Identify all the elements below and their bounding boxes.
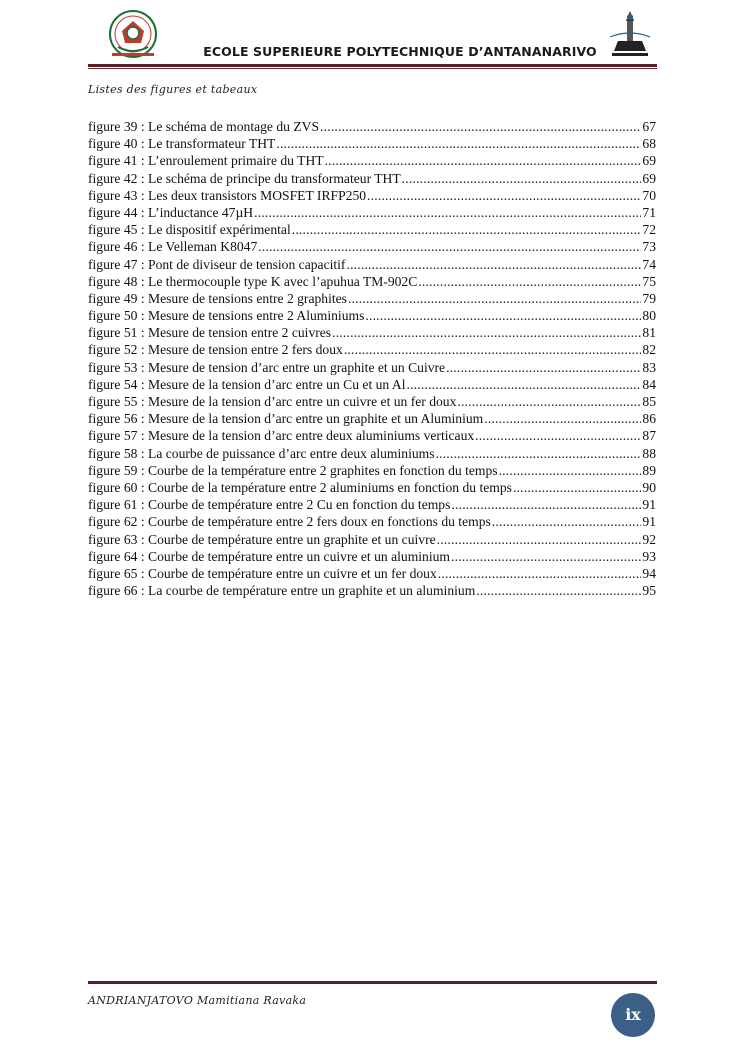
toc-entry-label: figure 40 : Le transformateur THT bbox=[88, 136, 276, 152]
toc-leader-dots bbox=[325, 152, 642, 169]
page-number-badge: ix bbox=[611, 993, 655, 1037]
toc-entry-page: 93 bbox=[642, 548, 656, 564]
page-header bbox=[0, 0, 745, 72]
toc-entry-page: 87 bbox=[642, 428, 656, 444]
toc-entry-page: 69 bbox=[642, 153, 656, 169]
toc-entry-page: 74 bbox=[642, 256, 656, 272]
toc-entry-page: 92 bbox=[642, 531, 656, 547]
toc-leader-dots bbox=[332, 324, 641, 341]
toc-leader-dots bbox=[476, 582, 641, 599]
toc-leader-dots bbox=[513, 479, 641, 496]
toc-entry-label: figure 39 : Le schéma de montage du ZVS bbox=[88, 119, 320, 134]
toc-entry-label: figure 57 : Mesure de la tension d’arc entre deux aluminiums verticaux bbox=[88, 428, 475, 444]
toc-entry-page: 79 bbox=[642, 290, 656, 306]
toc-entry[interactable] bbox=[88, 238, 656, 255]
header-rule-thin bbox=[88, 68, 657, 69]
toc-entry-label: figure 64 : Courbe de température entre un cuivre et un aluminium bbox=[88, 548, 450, 564]
toc-entry[interactable] bbox=[88, 445, 656, 462]
toc-leader-dots bbox=[484, 410, 641, 427]
toc-entry[interactable] bbox=[88, 118, 656, 135]
toc-entry-page: 81 bbox=[642, 325, 656, 341]
toc-entry-label: figure 49 : Mesure de tensions entre 2 graphites bbox=[88, 290, 347, 306]
department-emblem-icon bbox=[604, 7, 656, 61]
toc-leader-dots bbox=[499, 462, 642, 479]
toc-entry-page: 89 bbox=[642, 462, 656, 478]
toc-entry-page: 70 bbox=[642, 187, 656, 203]
toc-entry[interactable] bbox=[88, 479, 656, 496]
toc-entry-label: figure 56 : Mesure de la tension d’arc entre un graphite et un Aluminium bbox=[88, 411, 484, 427]
toc-leader-dots bbox=[436, 445, 642, 462]
toc-entry-label: figure 65 : Courbe de température entre un cuivre et un fer doux bbox=[88, 565, 437, 581]
list-of-figures bbox=[88, 118, 656, 599]
toc-entry[interactable] bbox=[88, 307, 656, 324]
toc-entry-page: 75 bbox=[642, 273, 656, 289]
toc-entry[interactable] bbox=[88, 341, 656, 358]
toc-entry-label: figure 66 : La courbe de température entre un graphite et un aluminium bbox=[88, 583, 476, 599]
toc-leader-dots bbox=[320, 118, 641, 135]
toc-entry-label: figure 55 : Mesure de la tension d’arc entre un cuivre et un fer doux bbox=[88, 394, 457, 409]
toc-entry-page: 83 bbox=[642, 359, 656, 375]
toc-entry-page: 69 bbox=[642, 170, 656, 186]
toc-entry[interactable] bbox=[88, 393, 656, 410]
toc-leader-dots bbox=[451, 548, 641, 565]
toc-entry-page: 82 bbox=[642, 342, 656, 358]
toc-entry[interactable] bbox=[88, 187, 656, 204]
toc-entry[interactable] bbox=[88, 548, 656, 565]
toc-leader-dots bbox=[254, 204, 641, 221]
toc-entry-page: 72 bbox=[642, 222, 656, 238]
toc-entry[interactable] bbox=[88, 427, 656, 444]
toc-entry[interactable] bbox=[88, 582, 656, 599]
toc-leader-dots bbox=[367, 187, 641, 204]
toc-entry-label: figure 53 : Mesure de tension d’arc entre un graphite et un Cuivre bbox=[88, 359, 446, 375]
toc-leader-dots bbox=[457, 393, 641, 410]
toc-entry[interactable] bbox=[88, 204, 656, 221]
toc-entry-label: figure 43 : Les deux transistors MOSFET IRFP250 bbox=[88, 187, 367, 203]
toc-entry[interactable] bbox=[88, 359, 656, 376]
toc-entry-label: figure 51 : Mesure de tension entre 2 cuivres bbox=[88, 325, 332, 341]
toc-leader-dots bbox=[406, 376, 641, 393]
toc-entry[interactable] bbox=[88, 170, 656, 187]
toc-entry[interactable] bbox=[88, 462, 656, 479]
toc-entry-label: figure 50 : Mesure de tensions entre 2 Aluminiums bbox=[88, 308, 365, 324]
toc-entry[interactable] bbox=[88, 290, 656, 307]
footer-rule bbox=[88, 981, 657, 984]
toc-leader-dots bbox=[402, 170, 642, 187]
toc-entry-page: 88 bbox=[642, 445, 656, 461]
toc-entry[interactable] bbox=[88, 376, 656, 393]
toc-entry-page: 95 bbox=[642, 583, 656, 599]
toc-entry-label: figure 58 : La courbe de puissance d’arc entre deux aluminiums bbox=[88, 445, 435, 461]
toc-leader-dots bbox=[365, 307, 641, 324]
toc-entry-label: figure 47 : Pont de diviseur de tension capacitif bbox=[88, 256, 346, 272]
section-label: Listes des figures et tabeaux bbox=[88, 83, 258, 96]
toc-entry[interactable] bbox=[88, 256, 656, 273]
toc-leader-dots bbox=[346, 256, 641, 273]
toc-leader-dots bbox=[292, 221, 642, 238]
toc-entry[interactable] bbox=[88, 324, 656, 341]
toc-entry[interactable] bbox=[88, 531, 656, 548]
toc-entry-label: figure 54 : Mesure de la tension d’arc entre un Cu et un Al bbox=[88, 376, 406, 392]
toc-entry-page: 67 bbox=[642, 119, 656, 134]
toc-entry[interactable] bbox=[88, 496, 656, 513]
toc-entry[interactable] bbox=[88, 152, 656, 169]
toc-leader-dots bbox=[492, 513, 642, 530]
toc-entry-label: figure 60 : Courbe de la température entre 2 aluminiums en fonction du temps bbox=[88, 479, 512, 495]
school-title: ECOLE SUPERIEURE POLYTECHNIQUE D’ANTANANARIVO bbox=[203, 44, 597, 59]
toc-leader-dots bbox=[276, 135, 641, 152]
toc-entry-page: 86 bbox=[642, 411, 656, 427]
toc-entry-label: figure 42 : Le schéma de principe du transformateur THT bbox=[88, 170, 401, 186]
toc-entry-page: 71 bbox=[642, 204, 656, 220]
toc-leader-dots bbox=[437, 531, 642, 548]
toc-entry-label: figure 45 : Le dispositif expérimental bbox=[88, 222, 291, 238]
toc-entry[interactable] bbox=[88, 135, 656, 152]
toc-entry-page: 73 bbox=[642, 239, 656, 255]
toc-leader-dots bbox=[418, 273, 641, 290]
toc-entry-label: figure 44 : L’inductance 47µH bbox=[88, 204, 254, 220]
toc-leader-dots bbox=[438, 565, 642, 582]
header-rule bbox=[88, 64, 657, 67]
toc-entry-page: 94 bbox=[642, 565, 656, 581]
toc-entry-label: figure 62 : Courbe de température entre 2 fers doux en fonctions du temps bbox=[88, 514, 491, 530]
toc-entry-label: figure 46 : Le Velleman K8047 bbox=[88, 239, 258, 255]
toc-entry[interactable] bbox=[88, 221, 656, 238]
toc-entry-page: 90 bbox=[642, 479, 656, 495]
toc-leader-dots bbox=[475, 427, 641, 444]
toc-entry-label: figure 63 : Courbe de température entre un graphite et un cuivre bbox=[88, 531, 436, 547]
toc-entry-page: 84 bbox=[642, 376, 656, 392]
school-emblem-icon bbox=[104, 9, 162, 59]
toc-entry-page: 85 bbox=[642, 394, 656, 409]
toc-leader-dots bbox=[446, 359, 641, 376]
toc-entry[interactable] bbox=[88, 565, 656, 582]
toc-leader-dots bbox=[344, 341, 642, 358]
toc-leader-dots bbox=[348, 290, 641, 307]
toc-entry[interactable] bbox=[88, 410, 656, 427]
toc-leader-dots bbox=[258, 238, 641, 255]
toc-entry[interactable] bbox=[88, 273, 656, 290]
toc-entry-page: 68 bbox=[642, 136, 656, 152]
toc-leader-dots bbox=[451, 496, 641, 513]
toc-entry-page: 80 bbox=[642, 308, 656, 324]
toc-entry-page: 91 bbox=[642, 497, 656, 513]
toc-entry[interactable] bbox=[88, 513, 656, 530]
toc-entry-page: 91 bbox=[642, 514, 656, 530]
toc-entry-label: figure 61 : Courbe de température entre 2 Cu en fonction du temps bbox=[88, 497, 451, 513]
toc-entry-label: figure 59 : Courbe de la température entre 2 graphites en fonction du temps bbox=[88, 462, 498, 478]
toc-entry-label: figure 41 : L’enroulement primaire du THT bbox=[88, 153, 324, 169]
toc-entry-label: figure 48 : Le thermocouple type K avec l’apuhua TM-902C bbox=[88, 273, 418, 289]
toc-entry-label: figure 52 : Mesure de tension entre 2 fers doux bbox=[88, 342, 343, 358]
author-name: ANDRIANJATOVO Mamitiana Ravaka bbox=[88, 994, 307, 1007]
